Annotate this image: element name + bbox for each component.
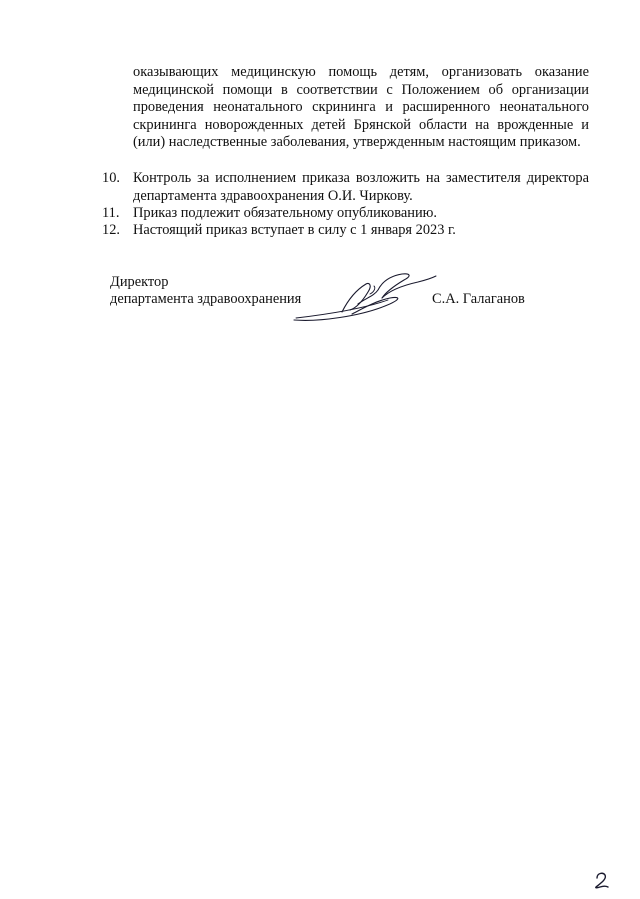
list-item-12 <box>102 222 589 240</box>
position-line-1: Директор <box>110 274 169 290</box>
list-item-number: 11. <box>102 205 120 221</box>
handwritten-signature <box>290 270 440 330</box>
signatory-name: С.А. Галаганов <box>432 291 525 307</box>
list-item-text: Приказ подлежит обязательному опубликованию. <box>133 205 438 221</box>
list-item-10 <box>102 170 589 205</box>
list-item-number: 12. <box>102 222 120 238</box>
list-item-number: 10. <box>102 170 120 186</box>
signatory-position <box>110 274 301 308</box>
position-line-2: департамента здравоохранения <box>110 291 302 307</box>
list-item-11 <box>102 205 589 223</box>
handwritten-page-number <box>593 870 611 890</box>
continuation-paragraph: оказывающих медицинскую помощь детям, организовать оказание медицинской помощи в соответствии с Положением об организации проведения неонатального скрининга и расширенного неонатального скрининга новорожденных детей Брянской области на врожденные и (или) наследственные заболевания, утвержденным настоящим приказом. <box>133 64 589 151</box>
list-item-text: Настоящий приказ вступает в силу с 1 января 2023 г. <box>133 222 456 238</box>
list-item-text: Контроль за исполнением приказа возложить на заместителя директора департамента здравоохранения О.И. Чиркову. <box>133 170 589 204</box>
